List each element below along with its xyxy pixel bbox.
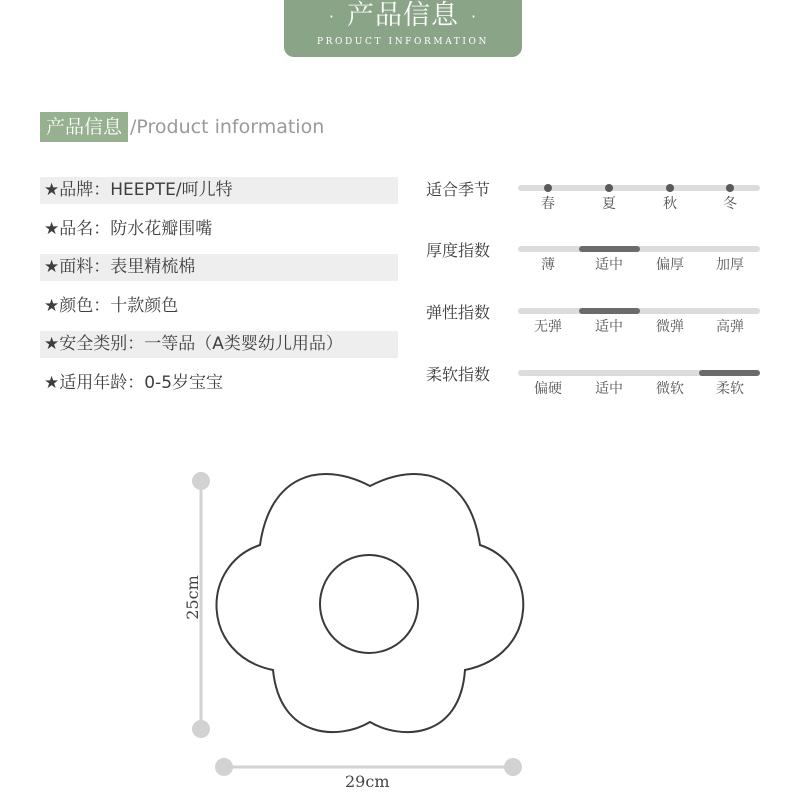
rating-thickness-track	[518, 246, 760, 273]
banner-title-text: 产品信息	[347, 0, 459, 31]
rating-softness-label: 柔软指数	[426, 365, 491, 384]
top-banner	[284, 0, 522, 57]
rating-season	[426, 180, 766, 225]
rating-season-option: 秋	[663, 196, 677, 212]
rating-elasticity-track	[518, 308, 760, 335]
rating-thickness-marker	[579, 246, 640, 252]
width-label: 29cm	[345, 772, 390, 791]
rating-thickness-option: 偏厚	[656, 257, 684, 273]
rating-thickness-option: 加厚	[716, 257, 744, 273]
rating-thickness	[426, 241, 766, 286]
rating-season-track	[518, 185, 760, 212]
banner-title	[284, 0, 522, 33]
height-label: 25cm	[182, 575, 202, 620]
rating-softness-option: 适中	[595, 381, 623, 397]
rating-elasticity-marker	[579, 308, 640, 314]
info-row-fabric: ★面料：表里精梳棉	[40, 254, 398, 281]
season-marker-autumn	[666, 184, 674, 192]
info-row-color: ★颜色：十款颜色	[44, 295, 179, 316]
banner-dot-left: ·	[328, 6, 335, 26]
rating-thickness-option: 适中	[595, 257, 623, 273]
section-heading	[40, 112, 324, 142]
rating-elasticity	[426, 303, 766, 348]
rating-softness-option: 偏硬	[534, 381, 562, 397]
info-row-safety: ★安全类别：一等品（A类婴幼儿用品）	[40, 331, 398, 358]
neck-hole	[320, 555, 418, 653]
rating-season-label: 适合季节	[426, 180, 491, 199]
rating-elasticity-label: 弹性指数	[426, 303, 491, 322]
rating-season-option: 冬	[723, 196, 737, 212]
season-marker-spring	[544, 184, 552, 192]
rating-softness-marker	[699, 370, 760, 376]
banner-dot-right: ·	[471, 6, 478, 26]
section-title-en: /Product information	[130, 116, 325, 138]
rating-elasticity-option: 无弹	[534, 319, 562, 335]
rating-thickness-option: 薄	[541, 257, 555, 273]
rating-elasticity-option: 微弹	[656, 319, 684, 335]
rating-softness-option: 柔软	[716, 381, 744, 397]
section-title-zh: 产品信息	[40, 112, 128, 142]
info-row-name: ★品名：防水花瓣围嘴	[44, 218, 213, 239]
banner-subtitle: PRODUCT INFORMATION	[316, 37, 490, 47]
rating-softness	[426, 365, 766, 410]
rating-softness-option: 微软	[656, 381, 684, 397]
info-row-brand: ★品牌：HEEPTE/呵儿特	[40, 177, 398, 204]
rating-softness-track	[518, 370, 760, 397]
rating-season-option: 春	[541, 196, 555, 212]
season-marker-winter	[726, 184, 734, 192]
product-info-list	[40, 177, 398, 409]
info-row-age: ★适用年龄：0-5岁宝宝	[44, 372, 224, 393]
rating-elasticity-option: 适中	[595, 319, 623, 335]
rating-elasticity-option: 高弹	[716, 319, 744, 335]
rating-season-option: 夏	[602, 196, 616, 212]
flower-outline	[217, 474, 524, 732]
season-marker-summer	[605, 184, 613, 192]
rating-thickness-label: 厚度指数	[426, 241, 491, 260]
